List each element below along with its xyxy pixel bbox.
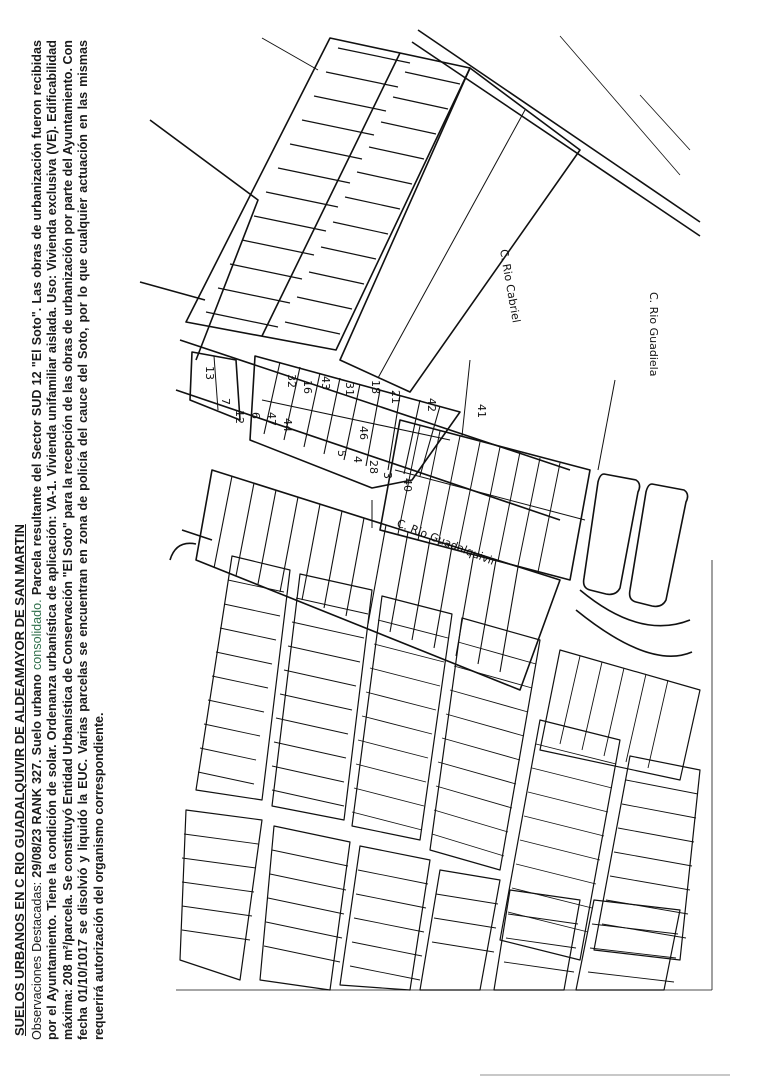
curve-road-left <box>170 543 196 560</box>
boundary-line-3 <box>150 120 258 360</box>
street-label-guadalquivir: C. Rio Guadalquivir <box>394 516 498 569</box>
footer-divider <box>480 1074 730 1076</box>
plot-number: 21 <box>389 390 402 404</box>
plot-number: 7 <box>219 398 232 405</box>
leader-guadiela <box>598 380 615 470</box>
description-block <box>12 40 108 1040</box>
observaciones-paragraph <box>30 40 108 1040</box>
lower-blocks <box>180 556 700 990</box>
curve-road-right-2 <box>576 610 692 656</box>
plot-number: 4 <box>351 456 364 463</box>
status-badge: consolidado. <box>29 599 44 671</box>
plot-number: 44 <box>281 418 294 432</box>
plot-number: 32 <box>285 374 298 388</box>
observaciones-date: 29/08/23 RANK 327. <box>29 759 44 878</box>
plot-number: 6 <box>249 412 262 419</box>
map-drawing <box>140 30 712 990</box>
observaciones-mid: Suelo urbano <box>29 674 44 756</box>
plot-number: 41 <box>475 404 488 418</box>
plot-number: 42 <box>425 398 438 412</box>
plot-number: 5 <box>335 450 348 457</box>
plot-number: 47 <box>265 412 278 426</box>
plot-number: 40 <box>401 478 414 492</box>
curve-road-right <box>580 590 690 626</box>
plot-number: 3 <box>381 472 394 479</box>
boundary-line-2 <box>640 95 690 150</box>
road-edge-3 <box>182 530 212 540</box>
street-label-cabriel: C. Rio Cabriel <box>497 248 523 324</box>
plot-number: 12 <box>233 410 246 424</box>
hatched-block-lines <box>395 426 585 572</box>
highway-outer <box>418 30 700 222</box>
highway-inner <box>412 42 700 236</box>
rounded-parcel-2 <box>630 484 688 606</box>
plot-number: 28 <box>367 460 380 474</box>
observaciones-label: Observaciones Destacadas: <box>29 881 44 1040</box>
plot-number: 13 <box>203 366 216 380</box>
street-label-guadiela: C. Rio Guadiela <box>647 292 660 377</box>
plot-number: 16 <box>301 380 314 394</box>
page-title: SUELOS URBANOS EN C RIO GUADALQUIVIR DE ALDEAMAYOR DE SAN MARTIN <box>12 524 27 1036</box>
plot-number: 43 <box>319 376 332 390</box>
boundary-line-5 <box>140 282 205 300</box>
plot-number: 31 <box>343 382 356 396</box>
plot-number: 46 <box>357 426 370 440</box>
boundary-line-4 <box>262 38 318 70</box>
middle-parcel-divider <box>378 110 525 378</box>
triangle-divider <box>214 356 218 410</box>
plot-number: 18 <box>369 380 382 394</box>
rounded-parcel-1 <box>584 474 640 594</box>
leader-cabriel <box>462 360 470 436</box>
observaciones-body: Parcela resultante del Sector SUD 12 "El Soto". Las obras de urbanización fueron recibidas por el Ayuntamiento. Tiene la condición de solar. Ordenanza urbanística de aplicación: VA-1. Vivienda unifamiliar aislada. Uso: Vivienda exclusiva (VE). Edificabilidad máxima: 208 m²/parcela. Se constituyó Entidad Urbanística de Conservación "El Soto" para la recepción de las obras de urbanización por parte del Ayuntamiento. Con fecha 01/10/1017 se disolvió y liquidó la EUC. Varias parcelas se encuentran en zona de policía del cauce del Soto, por lo que cualquier actuación en las mismas requerirá autorización del organismo correspondiente. <box>29 40 106 1040</box>
upper-block-divider <box>262 53 400 336</box>
